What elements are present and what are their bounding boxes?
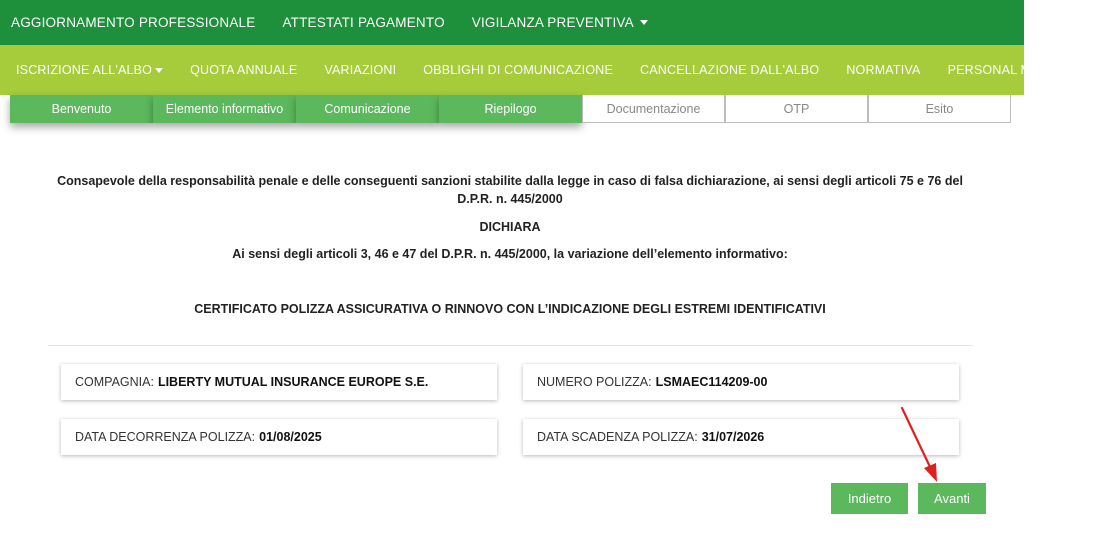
step-otp[interactable]: OTP (725, 95, 868, 123)
secondary-navbar (0, 45, 1097, 95)
section-divider (48, 345, 973, 346)
declaration-heading: DICHIARA (479, 220, 541, 234)
field-data-decorrenza (61, 419, 497, 455)
field-value: 01/08/2025 (259, 430, 322, 444)
step-comunicazione[interactable]: Comunicazione (296, 95, 439, 123)
nav-variazioni[interactable]: VARIAZIONI (324, 63, 397, 77)
nav-normativa[interactable]: NORMATIVA (846, 63, 921, 77)
field-label: COMPAGNIA: (75, 375, 154, 389)
field-value: 31/07/2026 (701, 430, 765, 444)
declaration-subtitle: Ai sensi degli articoli 3, 46 e 47 del D.P.R. n. 445/2000, la variazione dell’elemento informativo: (232, 247, 788, 261)
nav-vigilanza-preventiva[interactable]: VIGILANZA PREVENTIVA (472, 15, 648, 30)
nav-obblighi-comunicazione[interactable]: OBBLIGHI DI COMUNICAZIONE (423, 63, 614, 77)
field-label: DATA DECORRENZA POLIZZA: (75, 430, 256, 444)
next-button[interactable]: Avanti (918, 483, 986, 514)
step-elemento-informativo[interactable]: Elemento informativo (153, 95, 296, 123)
nav-iscrizione-albo[interactable]: ISCRIZIONE ALL'ALBO (16, 63, 163, 77)
wizard-steps (10, 95, 1011, 123)
caret-down-icon (640, 20, 648, 25)
caret-down-icon (155, 68, 163, 73)
field-numero-polizza (523, 364, 959, 400)
step-documentazione[interactable]: Documentazione (582, 95, 725, 123)
nav-quota-annuale[interactable]: QUOTA ANNUALE (190, 63, 298, 77)
field-value: LSMAEC114209-00 (655, 375, 768, 389)
nav-aggiornamento-professionale[interactable]: AGGIORNAMENTO PROFESSIONALE (11, 15, 256, 30)
step-esito[interactable]: Esito (868, 95, 1011, 123)
back-button[interactable]: Indietro (831, 483, 908, 514)
top-navbar (0, 0, 1024, 45)
step-benvenuto[interactable]: Benvenuto (10, 95, 153, 123)
field-label: NUMERO POLIZZA: (537, 375, 652, 389)
declaration-intro: Consapevole della responsabilità penale e delle conseguenti sanzioni stabilite dalla legge in caso di falsa dichiarazione, ai sensi degli articoli 75 e 76 del D.P.R. n. 445/2000 (57, 174, 963, 206)
field-data-scadenza (523, 419, 959, 455)
declaration-element: CERTIFICATO POLIZZA ASSICURATIVA O RINNOVO CON L’INDICAZIONE DEGLI ESTREMI IDENTIFICATIVI (194, 302, 826, 316)
field-label: DATA SCADENZA POLIZZA: (537, 430, 698, 444)
field-compagnia (61, 364, 497, 400)
field-value: LIBERTY MUTUAL INSURANCE EUROPE S.E. (157, 375, 429, 389)
nav-attestati-pagamento[interactable]: ATTESTATI PAGAMENTO (282, 15, 445, 30)
nav-personal-marketing[interactable]: PERSONAL MARKETING (947, 63, 1097, 77)
step-riepilogo[interactable]: Riepilogo (439, 95, 582, 123)
nav-cancellazione-albo[interactable]: CANCELLAZIONE DALL'ALBO (640, 63, 820, 77)
